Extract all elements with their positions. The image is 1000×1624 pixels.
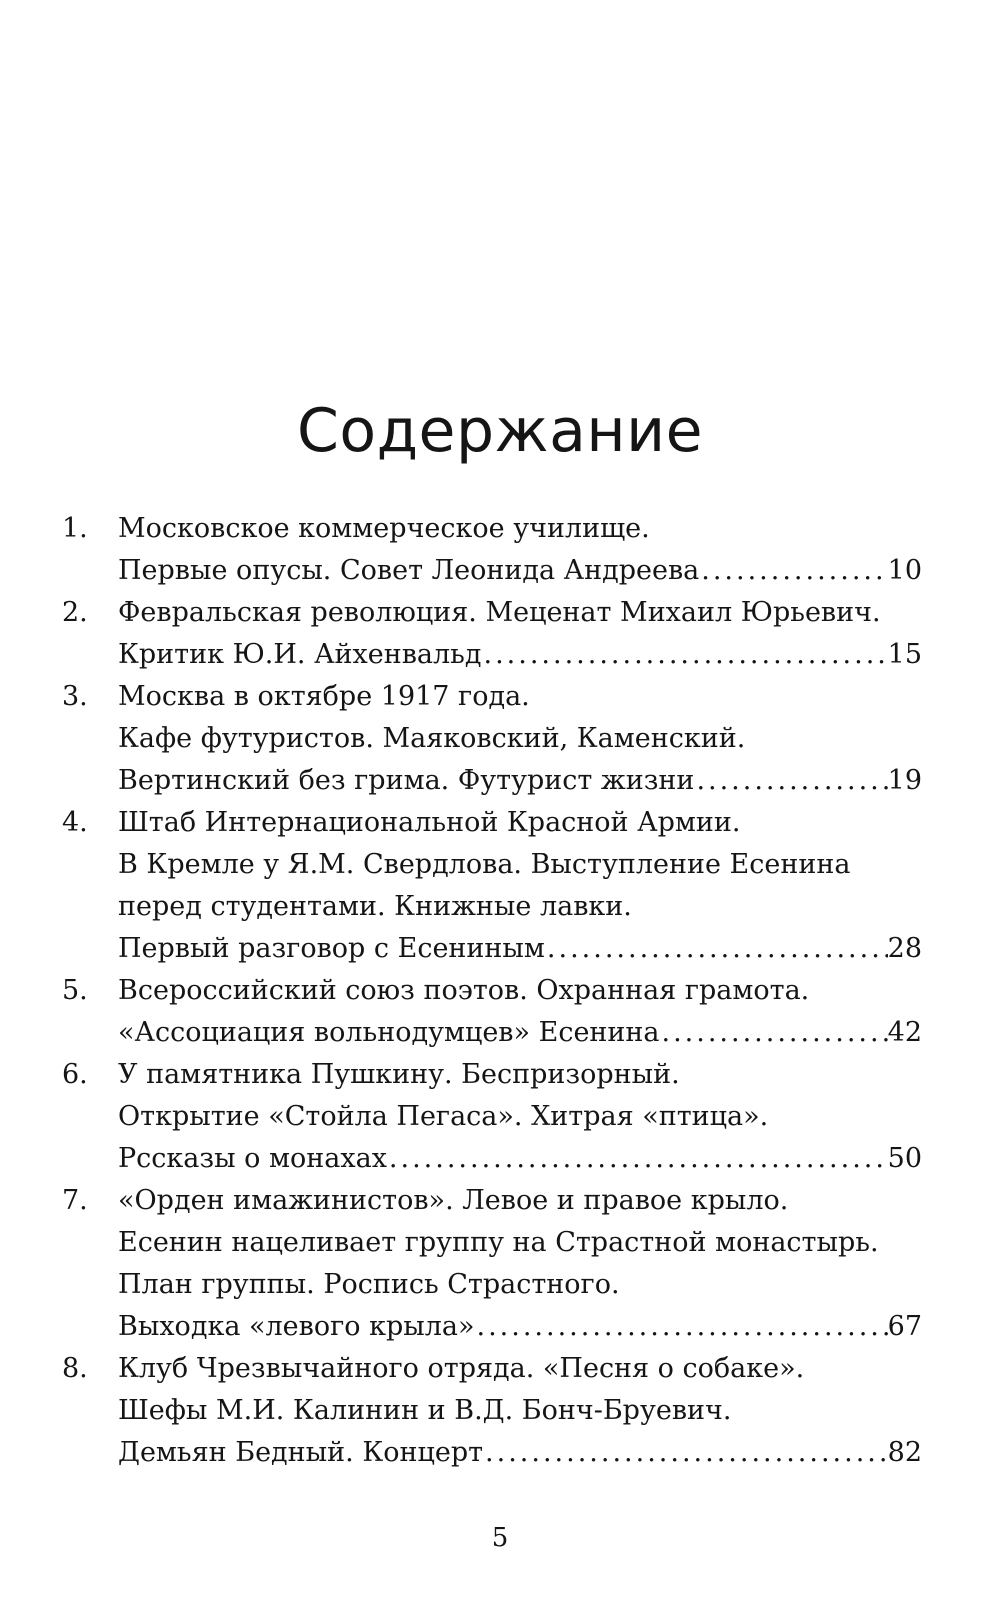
toc-entry-line: План группы. Роспись Страстного. — [118, 1269, 620, 1300]
toc-entry-page: 28 — [887, 933, 922, 964]
dot-leader — [545, 928, 888, 970]
toc-entry — [62, 1348, 922, 1474]
toc-entry-last-line — [118, 928, 922, 970]
toc-entry-line: Штаб Интернациональной Красной Армии. — [118, 807, 741, 838]
toc-entry-line: Рссказы о монахах — [118, 1143, 387, 1174]
dot-leader — [475, 1306, 888, 1348]
toc-entry-last-line — [118, 760, 922, 802]
page-title: Содержание — [296, 396, 704, 466]
dot-leader — [699, 550, 887, 592]
toc-entry — [62, 676, 922, 802]
toc-entry-page: 10 — [887, 555, 922, 586]
dot-leader — [387, 1138, 888, 1180]
page-number: 5 — [491, 1523, 509, 1553]
toc-entry-line: Февральская революция. Меценат Михаил Юрьевич. — [118, 597, 881, 628]
toc-entry-page: 82 — [887, 1437, 922, 1468]
toc-entry-line: Москва в октябре 1917 года. — [118, 681, 530, 712]
toc-entry-page: 42 — [887, 1017, 922, 1048]
toc-entry-number: 1. — [62, 513, 88, 544]
toc-entry-line: «Ассоциация вольнодумцев» Есенина — [118, 1017, 660, 1048]
dot-leader — [483, 1432, 888, 1474]
toc-entry-line: «Орден имажинистов». Левое и правое крыло. — [118, 1185, 789, 1216]
toc-entry — [62, 592, 922, 676]
dot-leader — [660, 1012, 888, 1054]
toc-entry-last-line — [118, 1012, 922, 1054]
toc-entry-last-line — [118, 1138, 922, 1180]
toc-entry-number: 6. — [62, 1059, 88, 1090]
toc-entry-line: Московское коммерческое училище. — [118, 513, 650, 544]
toc-entry-line: Всероссийский союз поэтов. Охранная грамота. — [118, 975, 810, 1006]
toc-entry-line: Есенин нацеливает группу на Страстной монастырь. — [118, 1227, 879, 1258]
toc-entry — [62, 970, 922, 1054]
table-of-contents — [62, 508, 922, 1474]
toc-entry-line: Клуб Чрезвычайного отряда. «Песня о собаке». — [118, 1353, 805, 1384]
toc-entry — [62, 508, 922, 592]
toc-entry-line: Открытие «Стойла Пегаса». Хитрая «птица». — [118, 1101, 769, 1132]
toc-entry-line: Критик Ю.И. Айхенвальд — [118, 639, 482, 670]
toc-entry-number: 2. — [62, 597, 88, 628]
toc-entry-number: 7. — [62, 1185, 88, 1216]
toc-entry-number: 8. — [62, 1353, 88, 1384]
toc-entry-page: 15 — [887, 639, 922, 670]
toc-entry-number: 4. — [62, 807, 88, 838]
toc-entry-line: В Кремле у Я.М. Свердлова. Выступление Есенина — [118, 849, 851, 880]
toc-entry-line: Кафе футуристов. Маяковский, Каменский. — [118, 723, 746, 754]
toc-entry-line: Шефы М.И. Калинин и В.Д. Бонч-Бруевич. — [118, 1395, 732, 1426]
toc-entry — [62, 1054, 922, 1180]
toc-entry-page: 67 — [887, 1311, 922, 1342]
toc-entry-last-line — [118, 1432, 922, 1474]
toc-entry — [62, 1180, 922, 1348]
toc-entry-line: перед студентами. Книжные лавки. — [118, 891, 632, 922]
toc-entry-last-line — [118, 1306, 922, 1348]
toc-entry-line: Первый разговор с Есениным — [118, 933, 545, 964]
toc-entry-line: У памятника Пушкину. Беспризорный. — [118, 1059, 680, 1090]
toc-entry-line: Демьян Бедный. Концерт — [118, 1437, 484, 1468]
dot-leader — [694, 760, 887, 802]
toc-entry-line: Выходка «левого крыла» — [118, 1311, 475, 1342]
toc-entry-last-line — [118, 550, 922, 592]
dot-leader — [482, 634, 888, 676]
toc-entry-line: Первые опусы. Совет Леонида Андреева — [118, 555, 700, 586]
toc-entry-line: Вертинский без грима. Футурист жизни — [118, 765, 695, 796]
toc-entry-last-line — [118, 634, 922, 676]
toc-entry-number: 3. — [62, 681, 88, 712]
toc-entry-number: 5. — [62, 975, 88, 1006]
toc-entry-page: 19 — [887, 765, 922, 796]
toc-entry-page: 50 — [887, 1143, 922, 1174]
toc-entry — [62, 802, 922, 970]
